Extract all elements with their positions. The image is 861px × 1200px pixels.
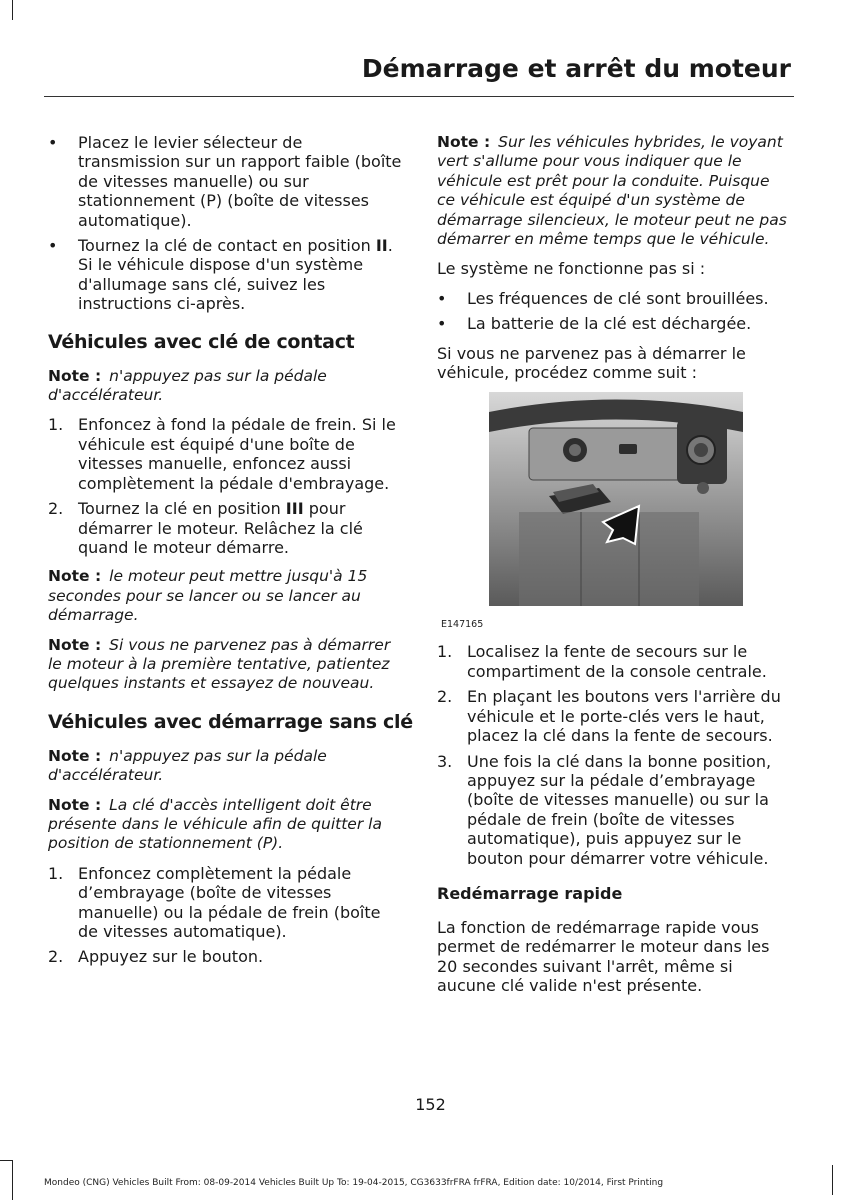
list-item-text-post: . Si le véhicule dispose d'un système d'allumage sans clé, suivez les instructions ci-après. xyxy=(78,236,393,314)
page-title: Démarrage et arrêt du moteur xyxy=(361,54,791,83)
figure-id: E147165 xyxy=(441,619,484,631)
quick-restart-heading: Redémarrage rapide xyxy=(437,883,623,903)
note-text: n'appuyez pas sur la pédale d'accélérateur. xyxy=(48,366,327,405)
list-item-text: Enfoncez complètement la pédale d’embrayage (boîte de vitesses manuelle) ou la pédale de frein (boîte de vitesses automatique). xyxy=(78,863,381,941)
note-text: La clé d'accès intelligent doit être présente dans le véhicule afin de quitter la position de stationnement (P). xyxy=(48,795,382,853)
step-number: 1. xyxy=(48,415,64,435)
note-label: Note : xyxy=(48,795,102,814)
note xyxy=(437,133,789,249)
note xyxy=(48,567,403,625)
list-item xyxy=(48,864,403,942)
console-illustration xyxy=(489,392,743,606)
not-working-list xyxy=(437,289,789,334)
keyless-steps-list xyxy=(48,864,403,967)
list-item xyxy=(48,236,403,314)
list-item xyxy=(437,642,789,681)
note-text: Sur les véhicules hybrides, le voyant vert s'allume pour vous indiquer que le véhicule est prêt pour la conduite. Puisque ce véhicule est équipé d'un système de démarrage silencieux, le moteur peut ne pas démarrer en même temps que le véhicule. xyxy=(437,133,787,249)
paragraph: La fonction de redémarrage rapide vous permet de redémarrer le moteur dans les 20 secondes suivant l'arrêt, même si aucune clé valide n'est présente. xyxy=(437,917,770,996)
step-number: 2. xyxy=(48,947,64,967)
paragraph: Si vous ne parvenez pas à démarrer le véhicule, procédez comme suit : xyxy=(437,343,746,383)
note-label: Note : xyxy=(437,133,491,151)
right-column xyxy=(437,133,789,1006)
bullet-marker: • xyxy=(437,288,447,308)
list-item-text-pre: Tournez la clé de contact en position xyxy=(78,236,376,256)
note-label: Note : xyxy=(48,567,102,586)
bullet-marker: • xyxy=(437,314,447,334)
list-item xyxy=(437,752,789,868)
list-item xyxy=(48,415,403,493)
note-text: Si vous ne parvenez pas à démarrer le moteur à la première tentative, patientez quelques instants et essayez de nouveau. xyxy=(48,635,391,693)
note xyxy=(48,636,403,694)
note-text: le moteur peut mettre jusqu'à 15 secondes pour se lancer ou se lancer au démarrage. xyxy=(48,567,368,625)
key-steps-list xyxy=(48,415,403,557)
step-number: 3. xyxy=(437,751,453,771)
page-number: 152 xyxy=(415,1095,446,1114)
crop-mark-bottom-right xyxy=(832,1165,833,1195)
crop-mark-bottom-left-h xyxy=(0,1160,12,1161)
step-number: 2. xyxy=(437,687,453,707)
list-item xyxy=(48,499,403,557)
note xyxy=(48,367,403,406)
list-item xyxy=(437,289,789,308)
step-number: 1. xyxy=(48,863,64,883)
list-item-text: Appuyez sur le bouton. xyxy=(78,947,264,967)
list-item-text: En plaçant les boutons vers l'arrière du véhicule et le porte-clés vers le haut, placez la clé dans la fente de secours. xyxy=(467,687,781,746)
bullet-marker: • xyxy=(48,133,58,152)
list-item-text: Les fréquences de clé sont brouillées. xyxy=(467,288,769,308)
bullet-marker: • xyxy=(48,236,58,256)
footer-text: Mondeo (CNG) Vehicles Built From: 08-09-2014 Vehicles Built Up To: 19-04-2015, CG3633frFRA frFRA, Edition date: 10/2014, First Printing xyxy=(44,1178,664,1188)
list-item-text: Placez le levier sélecteur de transmission sur un rapport faible (boîte de vitesses manuelle) ou sur stationnement (P) (boîte de vitesses automatique). xyxy=(78,133,402,230)
backup-steps-list xyxy=(437,642,789,867)
crop-mark-top-left xyxy=(12,0,13,20)
backup-slot-figure xyxy=(437,392,787,630)
note-text: n'appuyez pas sur la pédale d'accélérateur. xyxy=(48,746,327,785)
paragraph: Le système ne fonctionne pas si : xyxy=(437,259,706,279)
header-rule xyxy=(44,96,794,97)
note-label: Note : xyxy=(48,366,102,385)
list-item-text: Localisez la fente de secours sur le compartiment de la console centrale. xyxy=(467,642,767,681)
position-label: III xyxy=(285,499,304,519)
list-item xyxy=(48,947,403,966)
crop-mark-bottom-left-v xyxy=(12,1160,13,1200)
note-label: Note : xyxy=(48,746,102,765)
note xyxy=(48,796,403,854)
list-item-text: La batterie de la clé est déchargée. xyxy=(467,314,752,334)
list-item-text-post: pour démarrer le moteur. Relâchez la clé quand le moteur démarre. xyxy=(78,499,363,557)
step-number: 1. xyxy=(437,642,453,662)
list-item-text: Une fois la clé dans la bonne position, appuyez sur la pédale d’embrayage (boîte de vitesses manuelle) ou sur la pédale de frein (boîte de vitesses automatique), puis appuyez sur le bouton pour démarrer votre véhicule. xyxy=(467,751,772,868)
list-item xyxy=(437,314,789,333)
usb-port-icon xyxy=(619,444,637,454)
section-heading-keyless: Véhicules avec démarrage sans clé xyxy=(48,710,413,733)
section-heading-key: Véhicules avec clé de contact xyxy=(48,330,355,353)
list-item xyxy=(48,133,403,230)
list-item xyxy=(437,687,789,745)
console-panel xyxy=(529,428,689,480)
intro-bullet-list xyxy=(48,133,403,314)
list-item-text-pre: Tournez la clé en position xyxy=(78,499,286,519)
note-label: Note : xyxy=(48,635,102,654)
left-column xyxy=(48,133,413,977)
list-item-text: Enfoncez à fond la pédale de frein. Si le véhicule est équipé d'une boîte de vitesses manuelle, enfoncez aussi complètement la pédale d'embrayage. xyxy=(78,415,396,493)
note xyxy=(48,747,403,786)
step-number: 2. xyxy=(48,499,64,519)
position-label: II xyxy=(375,236,388,256)
